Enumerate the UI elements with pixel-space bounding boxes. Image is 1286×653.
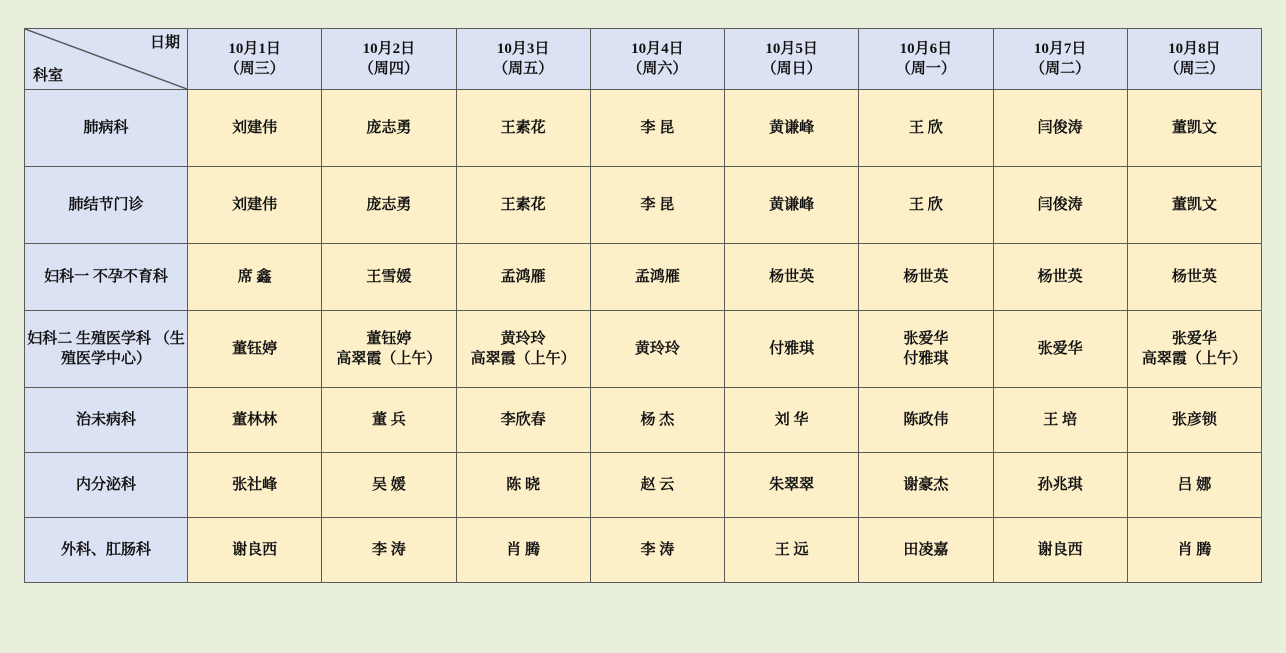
duty-schedule-table [24,28,1262,583]
duty-cell-r1c2 [322,90,456,167]
duty-name: 张彦锁 [1171,411,1217,428]
duty-name: 董钰婷 [232,340,278,357]
duty-cell-r3c8 [1127,244,1261,311]
column-weekday-5: （周日） [761,61,822,77]
column-date-6: 10月6日 [899,40,953,57]
duty-cell-r1c4 [590,90,724,167]
corner-dept-label: 科室 [33,67,64,84]
duty-name: 王 远 [774,541,809,558]
dept-label-line: 妇科二 [27,330,73,347]
duty-cell-r2c4 [590,167,724,244]
table-header [25,29,1262,90]
duty-cell-r5c8 [1127,388,1261,453]
duty-name: 谢良西 [1037,541,1083,558]
duty-cell-r2c3 [456,167,590,244]
dept-cell-7 [25,518,188,583]
duty-cell-r3c5 [725,244,859,311]
duty-cell-r7c6 [859,518,993,583]
duty-cell-r4c6 [859,311,993,388]
duty-cell-r3c6 [859,244,993,311]
column-header-4 [590,29,724,90]
duty-name: 庞志勇 [366,119,412,136]
duty-cell-r5c4 [590,388,724,453]
duty-cell-r6c1 [188,453,322,518]
duty-name: 王素花 [500,196,546,213]
column-weekday-6: （周一） [895,61,956,77]
duty-cell-r1c1 [188,90,322,167]
corner-header-cell [25,29,188,90]
duty-name: 刘建伟 [232,119,278,136]
column-header-6 [859,29,993,90]
duty-name: 付雅琪 [903,351,949,367]
duty-name: 庞志勇 [366,196,412,213]
duty-name: 董林林 [232,411,278,428]
duty-name: 黄玲玲 [634,340,680,357]
duty-name: 张爱华 [1037,340,1083,357]
column-date-8: 10月8日 [1168,40,1221,57]
duty-name: 田凌嘉 [903,541,949,558]
duty-cell-r2c1 [188,167,322,244]
dept-cell-4 [25,311,188,388]
dept-cell-3 [25,244,188,311]
dept-cell-6 [25,453,188,518]
dept-label-line: 生殖医学科 [75,330,151,347]
duty-cell-r4c3 [456,311,590,388]
column-weekday-1: （周三） [224,61,285,77]
duty-name: 赵 云 [640,476,675,493]
duty-cell-r6c5 [725,453,859,518]
table-row [25,311,1262,388]
duty-name: 孙兆琪 [1037,476,1083,493]
table-row [25,244,1262,311]
duty-name: 杨世英 [769,268,815,285]
duty-cell-r3c1 [188,244,322,311]
duty-name: 李 昆 [640,196,675,213]
duty-cell-r6c7 [993,453,1127,518]
duty-cell-r4c7 [993,311,1127,388]
duty-cell-r2c6 [859,167,993,244]
duty-name: 谢良西 [232,541,278,558]
dept-cell-1 [25,90,188,167]
duty-name: 董凯文 [1171,119,1217,136]
duty-name: 王雪媛 [366,268,412,285]
duty-name: 李 涛 [640,541,675,558]
duty-name: 吴 媛 [371,476,406,493]
duty-name: 张社峰 [232,476,278,493]
duty-cell-r7c7 [993,518,1127,583]
duty-name: 黄谦峰 [769,196,815,213]
header-row [25,29,1262,90]
duty-name: 杨世英 [1171,268,1217,285]
dept-label-line: 内分泌科 [75,476,136,493]
duty-name: 王素花 [500,119,546,136]
table-row [25,90,1262,167]
dept-cell-5 [25,388,188,453]
duty-cell-r7c4 [590,518,724,583]
table-row [25,518,1262,583]
duty-name: 董 兵 [371,411,406,428]
duty-name: 王 欣 [908,196,943,213]
column-header-1 [188,29,322,90]
duty-name: 肖 腾 [506,541,540,558]
duty-cell-r7c5 [725,518,859,583]
column-date-2: 10月2日 [362,40,416,57]
duty-name: 杨世英 [1037,268,1083,285]
duty-cell-r6c3 [456,453,590,518]
table-row [25,167,1262,244]
duty-name: 闫俊涛 [1037,119,1083,136]
dept-label-line: 妇科一 [44,268,90,285]
column-weekday-8: （周三） [1164,61,1225,77]
duty-name: 陈 晓 [506,476,540,493]
column-date-5: 10月5日 [765,40,818,57]
column-date-3: 10月3日 [496,40,550,57]
duty-cell-r2c7 [993,167,1127,244]
duty-cell-r4c5 [725,311,859,388]
duty-cell-r1c5 [725,90,859,167]
column-weekday-2: （周四） [358,61,419,77]
duty-name: 董凯文 [1171,196,1217,213]
duty-name: 高翠霞（上午） [336,351,442,367]
duty-name: 闫俊涛 [1037,196,1083,213]
duty-name: 高翠霞（上午） [470,351,576,367]
duty-cell-r4c1 [188,311,322,388]
duty-name: 李 涛 [371,541,406,558]
duty-cell-r2c2 [322,167,456,244]
dept-label-line: 不孕不育科 [92,268,168,285]
column-header-8 [1127,29,1261,90]
duty-name: 吕 娜 [1177,476,1212,493]
duty-name: 杨 杰 [640,411,675,428]
duty-cell-r6c8 [1127,453,1261,518]
dept-label-line: 肺病科 [83,119,129,136]
duty-cell-r4c8 [1127,311,1261,388]
duty-name: 董钰婷 [366,330,412,347]
column-date-1: 10月1日 [228,40,281,57]
dept-label-line: 外科、肛肠科 [60,541,151,558]
dept-label-line: （生殖医学中心） [60,330,185,367]
duty-cell-r5c6 [859,388,993,453]
duty-name: 张爱华 [903,330,949,347]
duty-name: 孟鸿雁 [500,268,546,285]
duty-name: 刘建伟 [232,196,278,213]
dept-label-line: 治未病科 [75,411,136,428]
duty-name: 谢豪杰 [903,476,949,493]
duty-name: 王 欣 [908,119,943,136]
duty-name: 杨世英 [903,268,949,285]
column-header-3 [456,29,590,90]
duty-cell-r7c8 [1127,518,1261,583]
duty-cell-r5c5 [725,388,859,453]
duty-name: 席 鑫 [237,268,272,285]
column-date-4: 10月4日 [631,40,684,57]
duty-cell-r1c6 [859,90,993,167]
table-row [25,453,1262,518]
duty-cell-r7c2 [322,518,456,583]
duty-name: 陈政伟 [903,411,949,428]
table-body [25,90,1262,583]
duty-name: 李欣春 [500,411,546,428]
column-weekday-4: （周六） [627,61,688,77]
duty-cell-r5c3 [456,388,590,453]
duty-name: 王 培 [1043,411,1077,428]
duty-cell-r6c2 [322,453,456,518]
duty-cell-r3c7 [993,244,1127,311]
duty-name: 朱翠翠 [769,476,815,493]
duty-name: 张爱华 [1171,330,1217,347]
duty-cell-r7c3 [456,518,590,583]
column-weekday-3: （周五） [493,61,554,77]
duty-cell-r2c8 [1127,167,1261,244]
duty-cell-r2c5 [725,167,859,244]
column-header-5 [725,29,859,90]
table-row [25,388,1262,453]
duty-name: 付雅琪 [769,340,815,357]
duty-name: 肖 腾 [1177,541,1212,558]
duty-cell-r1c3 [456,90,590,167]
duty-cell-r4c4 [590,311,724,388]
duty-cell-r4c2 [322,311,456,388]
duty-cell-r5c1 [188,388,322,453]
duty-cell-r3c2 [322,244,456,311]
dept-cell-2 [25,167,188,244]
duty-name: 黄谦峰 [769,119,815,136]
duty-cell-r7c1 [188,518,322,583]
duty-cell-r6c6 [859,453,993,518]
duty-cell-r5c2 [322,388,456,453]
column-date-7: 10月7日 [1033,40,1087,57]
duty-cell-r1c8 [1127,90,1261,167]
duty-name: 刘 华 [774,411,809,428]
duty-cell-r3c3 [456,244,590,311]
duty-cell-r5c7 [993,388,1127,453]
column-weekday-7: （周二） [1030,61,1091,77]
duty-cell-r3c4 [590,244,724,311]
column-header-7 [993,29,1127,90]
duty-cell-r6c4 [590,453,724,518]
duty-name: 黄玲玲 [500,330,546,347]
corner-date-label: 日期 [149,35,180,51]
duty-name: 高翠霞（上午） [1141,351,1247,367]
dept-label-line: 肺结节门诊 [68,196,144,213]
duty-name: 孟鸿雁 [634,268,680,285]
duty-cell-r1c7 [993,90,1127,167]
column-header-2 [322,29,456,90]
duty-name: 李 昆 [640,119,675,136]
